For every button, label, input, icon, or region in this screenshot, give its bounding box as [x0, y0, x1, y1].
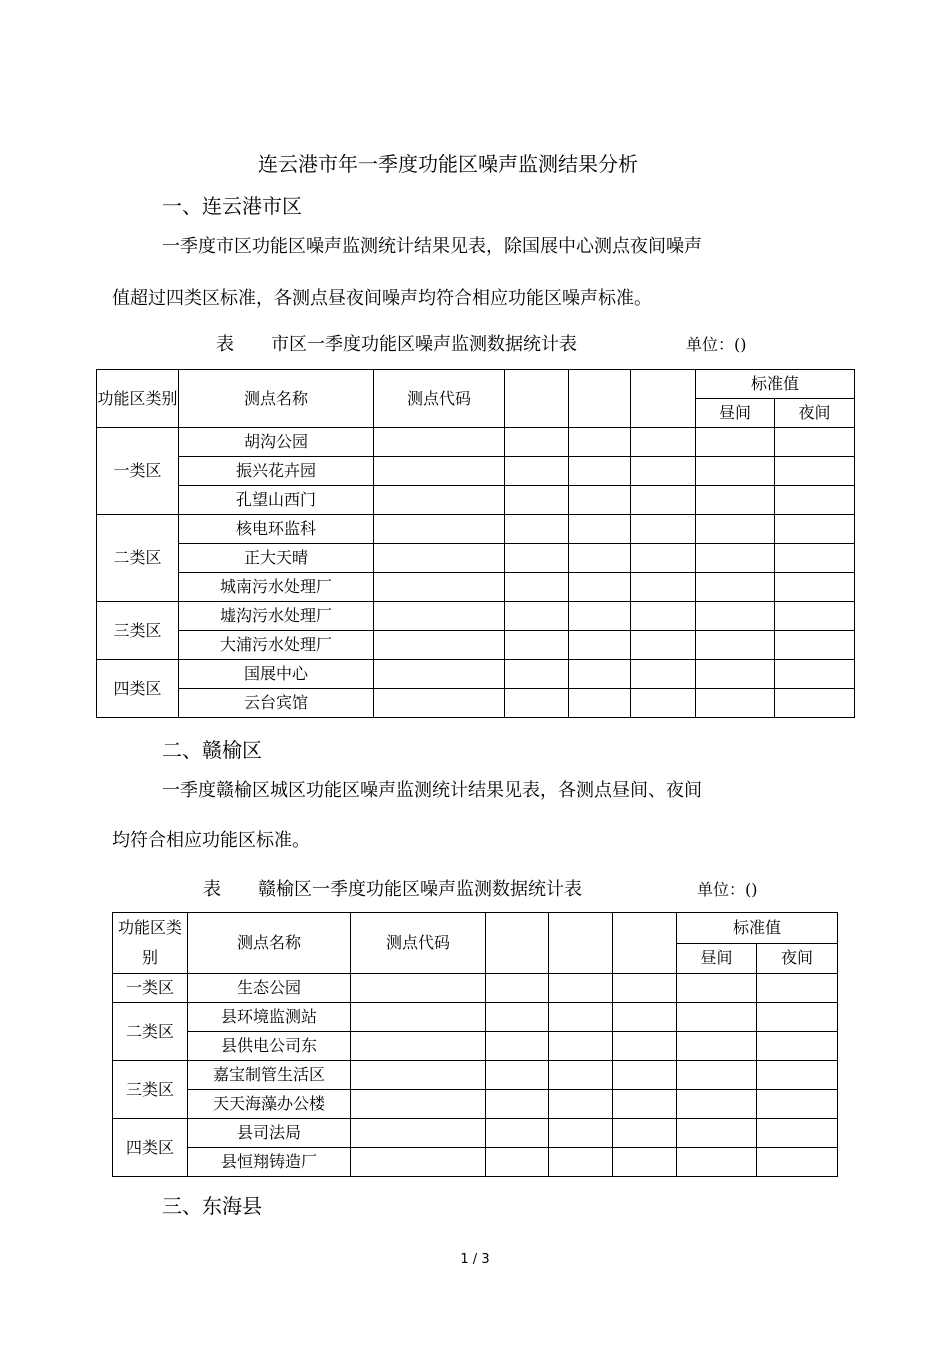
header-site-code: 测点代码: [374, 370, 505, 428]
header-blank: [549, 913, 613, 974]
site-name-cell: 墟沟污水处理厂: [179, 602, 374, 631]
table-header-row: [113, 913, 838, 944]
table2-caption-prefix: 表: [203, 879, 221, 900]
header-daytime: 昼间: [696, 399, 775, 428]
section-heading-lianyungang: 一、连云港市区: [162, 194, 302, 218]
header-zone-type: 功能区类别: [97, 370, 179, 428]
header-blank: [569, 370, 631, 428]
data-cell: [569, 660, 631, 689]
site-name-cell: 天天海藻办公楼: [188, 1090, 351, 1119]
table-row: [97, 428, 855, 457]
table-row: [113, 1032, 838, 1061]
section-heading-donghai: 三、东海县: [162, 1194, 262, 1218]
site-name-cell: 县恒翔铸造厂: [188, 1148, 351, 1177]
data-cell: [613, 1061, 677, 1090]
data-cell: [505, 515, 569, 544]
data-cell: [757, 1061, 838, 1090]
data-cell: [696, 486, 775, 515]
table-row: [97, 689, 855, 718]
header-nighttime: 夜间: [757, 943, 838, 974]
table-row: [97, 544, 855, 573]
site-name-cell: 城南污水处理厂: [179, 573, 374, 602]
table-row: [113, 1090, 838, 1119]
data-cell: [775, 660, 855, 689]
data-cell: [775, 602, 855, 631]
data-cell: [696, 457, 775, 486]
data-cell: [757, 1003, 838, 1032]
site-name-cell: 振兴花卉园: [179, 457, 374, 486]
data-cell: [775, 544, 855, 573]
data-cell: [613, 974, 677, 1003]
data-cell: [505, 486, 569, 515]
site-name-cell: 核电环监科: [179, 515, 374, 544]
data-cell: [613, 1119, 677, 1148]
data-cell: [549, 1032, 613, 1061]
table-row: [97, 486, 855, 515]
data-cell: [757, 974, 838, 1003]
data-cell: [775, 457, 855, 486]
table-header-row: [97, 370, 855, 399]
page-title: 连云港市年一季度功能区噪声监测结果分析: [258, 152, 638, 176]
data-cell: [757, 1032, 838, 1061]
data-cell: [505, 457, 569, 486]
table-row: [113, 1119, 838, 1148]
table-row: [113, 974, 838, 1003]
section2-paragraph-line1: 一季度赣榆区城区功能区噪声监测统计结果见表，各测点昼间、夜间: [162, 780, 702, 801]
section1-paragraph-line1: 一季度市区功能区噪声监测统计结果见表，除国展中心测点夜间噪声: [162, 236, 702, 257]
zone-type-cell: 三类区: [113, 1061, 188, 1119]
data-cell: [775, 515, 855, 544]
data-cell: [374, 544, 505, 573]
data-cell: [505, 689, 569, 718]
section1-paragraph-line2: 值超过四类区标准，各测点昼夜间噪声均符合相应功能区噪声标准。: [112, 288, 652, 309]
table-row: [97, 631, 855, 660]
data-cell: [351, 1061, 486, 1090]
site-name-cell: 县环境监测站: [188, 1003, 351, 1032]
data-cell: [374, 573, 505, 602]
data-cell: [569, 515, 631, 544]
page-number: 1 / 3: [460, 1252, 490, 1267]
data-cell: [631, 602, 696, 631]
data-cell: [569, 689, 631, 718]
data-cell: [775, 486, 855, 515]
data-cell: [631, 573, 696, 602]
site-name-cell: 生态公园: [188, 974, 351, 1003]
data-cell: [631, 428, 696, 457]
zone-type-cell: 三类区: [97, 602, 179, 660]
data-cell: [696, 602, 775, 631]
data-cell: [757, 1148, 838, 1177]
zone-type-cell: 一类区: [113, 974, 188, 1003]
data-cell: [505, 428, 569, 457]
zone-type-cell: 一类区: [97, 428, 179, 515]
data-cell: [486, 974, 549, 1003]
data-cell: [486, 1003, 549, 1032]
data-cell: [775, 689, 855, 718]
data-cell: [486, 1119, 549, 1148]
data-cell: [569, 573, 631, 602]
header-blank: [631, 370, 696, 428]
zone-type-cell: 二类区: [97, 515, 179, 602]
table1-caption-prefix: 表: [216, 334, 234, 355]
data-cell: [374, 515, 505, 544]
data-cell: [613, 1148, 677, 1177]
data-cell: [486, 1032, 549, 1061]
data-cell: [569, 631, 631, 660]
site-name-cell: 胡沟公园: [179, 428, 374, 457]
data-cell: [677, 1003, 757, 1032]
site-name-cell: 孔望山西门: [179, 486, 374, 515]
data-cell: [677, 1090, 757, 1119]
data-cell: [351, 1032, 486, 1061]
data-cell: [613, 1003, 677, 1032]
data-cell: [374, 428, 505, 457]
data-cell: [486, 1148, 549, 1177]
site-name-cell: 大浦污水处理厂: [179, 631, 374, 660]
table-row: [97, 573, 855, 602]
header-site-code: 测点代码: [351, 913, 486, 974]
section-heading-ganyu: 二、赣榆区: [162, 738, 262, 762]
header-site-name: 测点名称: [188, 913, 351, 974]
section2-paragraph-line2: 均符合相应功能区标准。: [112, 830, 310, 851]
header-blank: [486, 913, 549, 974]
data-cell: [569, 544, 631, 573]
data-cell: [351, 1003, 486, 1032]
site-name-cell: 正大天晴: [179, 544, 374, 573]
table1-unit: 单位：(): [686, 335, 747, 354]
data-cell: [631, 544, 696, 573]
data-cell: [677, 1061, 757, 1090]
data-cell: [696, 573, 775, 602]
header-daytime: 昼间: [677, 943, 757, 974]
site-name-cell: 嘉宝制管生活区: [188, 1061, 351, 1090]
data-cell: [631, 660, 696, 689]
data-cell: [505, 544, 569, 573]
data-cell: [374, 660, 505, 689]
data-cell: [569, 428, 631, 457]
data-cell: [351, 1119, 486, 1148]
data-cell: [757, 1119, 838, 1148]
header-zone-type: 功能区类别: [113, 913, 188, 974]
data-cell: [775, 631, 855, 660]
data-cell: [757, 1090, 838, 1119]
site-name-cell: 县司法局: [188, 1119, 351, 1148]
site-name-cell: 云台宾馆: [179, 689, 374, 718]
data-cell: [505, 660, 569, 689]
data-cell: [569, 457, 631, 486]
data-cell: [374, 689, 505, 718]
zone-type-cell: 二类区: [113, 1003, 188, 1061]
header-nighttime: 夜间: [775, 399, 855, 428]
data-cell: [351, 974, 486, 1003]
table-row: [97, 602, 855, 631]
data-cell: [549, 1003, 613, 1032]
header-blank: [613, 913, 677, 974]
data-cell: [613, 1032, 677, 1061]
data-cell: [677, 1119, 757, 1148]
data-cell: [549, 1061, 613, 1090]
data-cell: [505, 631, 569, 660]
data-cell: [549, 1119, 613, 1148]
data-cell: [631, 689, 696, 718]
data-cell: [351, 1090, 486, 1119]
data-cell: [351, 1148, 486, 1177]
table-urban-noise: [96, 369, 855, 718]
data-cell: [677, 1148, 757, 1177]
table-row: [97, 515, 855, 544]
table1-caption: 市区一季度功能区噪声监测数据统计表: [271, 334, 577, 355]
data-cell: [549, 1148, 613, 1177]
data-cell: [569, 486, 631, 515]
data-cell: [631, 515, 696, 544]
data-cell: [486, 1061, 549, 1090]
zone-type-cell: 四类区: [97, 660, 179, 718]
data-cell: [696, 515, 775, 544]
data-cell: [631, 457, 696, 486]
data-cell: [696, 428, 775, 457]
table-row: [113, 1003, 838, 1032]
site-name-cell: 国展中心: [179, 660, 374, 689]
table2-caption: 赣榆区一季度功能区噪声监测数据统计表: [258, 879, 582, 900]
data-cell: [374, 486, 505, 515]
table-row: [97, 660, 855, 689]
table-row: [113, 1061, 838, 1090]
data-cell: [374, 457, 505, 486]
header-site-name: 测点名称: [179, 370, 374, 428]
table-row: [97, 457, 855, 486]
data-cell: [374, 602, 505, 631]
data-cell: [486, 1090, 549, 1119]
data-cell: [677, 974, 757, 1003]
data-cell: [696, 544, 775, 573]
header-standard-value: 标准值: [677, 913, 838, 944]
header-blank: [505, 370, 569, 428]
data-cell: [696, 660, 775, 689]
data-cell: [631, 486, 696, 515]
data-cell: [613, 1090, 677, 1119]
data-cell: [775, 573, 855, 602]
data-cell: [696, 631, 775, 660]
zone-type-cell: 四类区: [113, 1119, 188, 1177]
data-cell: [505, 602, 569, 631]
data-cell: [374, 631, 505, 660]
data-cell: [549, 974, 613, 1003]
data-cell: [775, 428, 855, 457]
table2-unit: 单位：(): [697, 880, 758, 899]
data-cell: [505, 573, 569, 602]
data-cell: [569, 602, 631, 631]
data-cell: [631, 631, 696, 660]
table-row: [113, 1148, 838, 1177]
header-standard-value: 标准值: [696, 370, 855, 399]
data-cell: [696, 689, 775, 718]
data-cell: [677, 1032, 757, 1061]
site-name-cell: 县供电公司东: [188, 1032, 351, 1061]
table-ganyu-noise: [112, 912, 838, 1177]
data-cell: [549, 1090, 613, 1119]
